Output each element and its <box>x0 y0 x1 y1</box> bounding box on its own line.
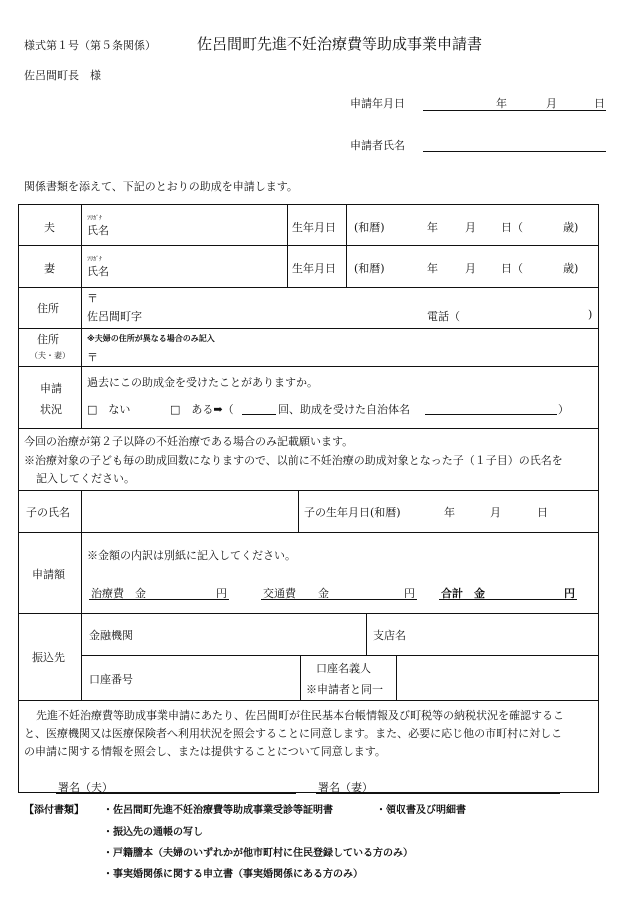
date-label: 申請年月日 <box>350 97 405 110</box>
wife-age: 歳) <box>563 262 579 275</box>
address2-postal-mark: 〒 <box>87 351 98 364</box>
status-yes-checkbox[interactable]: □ ある➡（ <box>170 403 234 416</box>
address-town: 佐呂間町字 <box>87 310 142 323</box>
address2-sublabel: （夫・妻） <box>30 351 70 360</box>
phone-label: 電話（ <box>427 310 460 323</box>
date-year: 年 <box>496 97 507 110</box>
attachment-item-1b: ・領収書及び明細書 <box>376 805 466 816</box>
second-child-note-3: 記入してください。 <box>36 472 135 485</box>
attachment-item-1: ・佐呂間町先進不妊治療費等助成事業受診等証明書 <box>103 805 333 816</box>
second-child-note-2: ※治療対象の子ども毎の助成回数になりますので、以前に不妊治療の助成対象となった子（１子目）の氏名を <box>24 454 563 467</box>
attachment-item-3: ・戸籍謄本（夫婦のいずれかが他市町村に住民登録している方のみ） <box>103 848 413 859</box>
signature-husband-field[interactable] <box>56 793 296 794</box>
bank-label: 振込先 <box>32 651 65 664</box>
account-number-label: 口座番号 <box>89 673 133 686</box>
account-holder-note: ※申請者と同一 <box>306 683 383 696</box>
date-month: 月 <box>546 97 557 110</box>
attachments-label: 【添付書類】 <box>24 805 84 816</box>
child-birth-year: 年 <box>444 506 455 519</box>
addressee: 佐呂間町長 様 <box>24 69 101 82</box>
status-question: 過去にこの助成金を受けたことがありますか。 <box>87 376 318 389</box>
bank-branch-label: 支店名 <box>373 629 406 642</box>
address2-label: 住所 <box>37 333 59 346</box>
wife-era: (和暦) <box>354 262 385 275</box>
status-count-field[interactable] <box>242 414 276 415</box>
total-yen: 円 <box>564 587 575 600</box>
wife-month: 月 <box>465 262 476 275</box>
address2-note: ※夫婦の住所が異なる場合のみ記入 <box>87 334 215 343</box>
treatment-yen: 円 <box>216 587 227 600</box>
amount-note: ※金額の内訳は別紙に記入してください。 <box>87 549 296 562</box>
husband-era: (和暦) <box>354 221 385 234</box>
husband-age: 歳) <box>563 221 579 234</box>
treatment-amount-field[interactable] <box>89 599 229 600</box>
status-no-checkbox[interactable]: □ ない <box>87 403 131 416</box>
status-close: ） <box>558 403 569 416</box>
applicant-label: 申請者氏名 <box>350 139 405 152</box>
form-number: 様式第１号（第５条関係） <box>24 39 156 52</box>
date-field[interactable] <box>423 110 606 111</box>
bank-institution-label: 金融機関 <box>89 629 133 642</box>
phone-close: ) <box>588 308 593 321</box>
husband-birth-label: 生年月日 <box>292 221 336 234</box>
page-title: 佐呂間町先進不妊治療費等助成事業申請書 <box>197 35 483 53</box>
second-child-note-1: 今回の治療が第２子以降の不妊治療である場合のみ記載願います。 <box>24 435 354 448</box>
attachment-item-4: ・事実婚関係に関する申立書（事実婚関係にある方のみ） <box>103 869 363 880</box>
signature-wife-field[interactable] <box>316 793 560 794</box>
wife-name-label: 氏名 <box>87 265 109 278</box>
husband-month: 月 <box>465 221 476 234</box>
signature-wife-label: 署名（妻） <box>318 781 373 794</box>
wife-day: 日（ <box>501 262 523 275</box>
husband-year: 年 <box>427 221 438 234</box>
transport-yen: 円 <box>404 587 415 600</box>
wife-furigana-label: ﾌﾘｶﾞﾅ <box>87 256 103 263</box>
child-birth-label: 子の生年月日(和暦) <box>304 506 401 519</box>
status-municipality-field[interactable] <box>425 414 557 415</box>
status-label-1: 申請 <box>40 382 62 395</box>
husband-furigana-label: ﾌﾘｶﾞﾅ <box>87 215 103 222</box>
amount-label: 申請額 <box>32 568 65 581</box>
consent-line-1: 先進不妊治療費等助成事業申請にあたり、佐呂間町が住民基本台帳情報及び町税等の納税状況を確認するこ <box>36 709 564 722</box>
wife-birth-label: 生年月日 <box>292 262 336 275</box>
wife-year: 年 <box>427 262 438 275</box>
date-day: 日 <box>594 97 605 110</box>
address-label: 住所 <box>37 302 59 315</box>
total-amount-field[interactable] <box>439 599 577 600</box>
child-birth-day: 日 <box>537 506 548 519</box>
signature-husband-label: 署名（夫） <box>58 781 113 794</box>
intro-text: 関係書類を添えて、下記のとおりの助成を申請します。 <box>24 180 298 193</box>
applicant-name-field[interactable] <box>423 151 606 152</box>
transport-amount-field[interactable] <box>261 599 417 600</box>
application-form-table <box>18 204 599 793</box>
husband-day: 日（ <box>501 221 523 234</box>
status-label-2: 状況 <box>40 403 62 416</box>
treatment-label: 治療費 金 <box>91 587 146 600</box>
child-birth-month: 月 <box>490 506 501 519</box>
consent-line-3: の申請に関する情報を照会し、または提供することについて同意します。 <box>24 745 386 758</box>
husband-name-label: 氏名 <box>87 224 109 237</box>
attachment-item-2: ・振込先の通帳の写し <box>103 827 203 838</box>
address-postal-mark: 〒 <box>87 292 98 305</box>
account-holder-label: 口座名義人 <box>316 662 371 675</box>
wife-label: 妻 <box>44 262 55 275</box>
husband-label: 夫 <box>44 221 55 234</box>
child-name-label: 子の氏名 <box>26 506 70 519</box>
consent-line-2: と、医療機関又は医療保険者へ利用状況を照会することに同意します。また、必要に応じ他の市町村に対しこ <box>24 727 563 740</box>
status-count-text: 回、助成を受けた自治体名 <box>278 403 410 416</box>
total-label: 合計 金 <box>441 587 485 600</box>
transport-label: 交通費 金 <box>263 587 329 600</box>
